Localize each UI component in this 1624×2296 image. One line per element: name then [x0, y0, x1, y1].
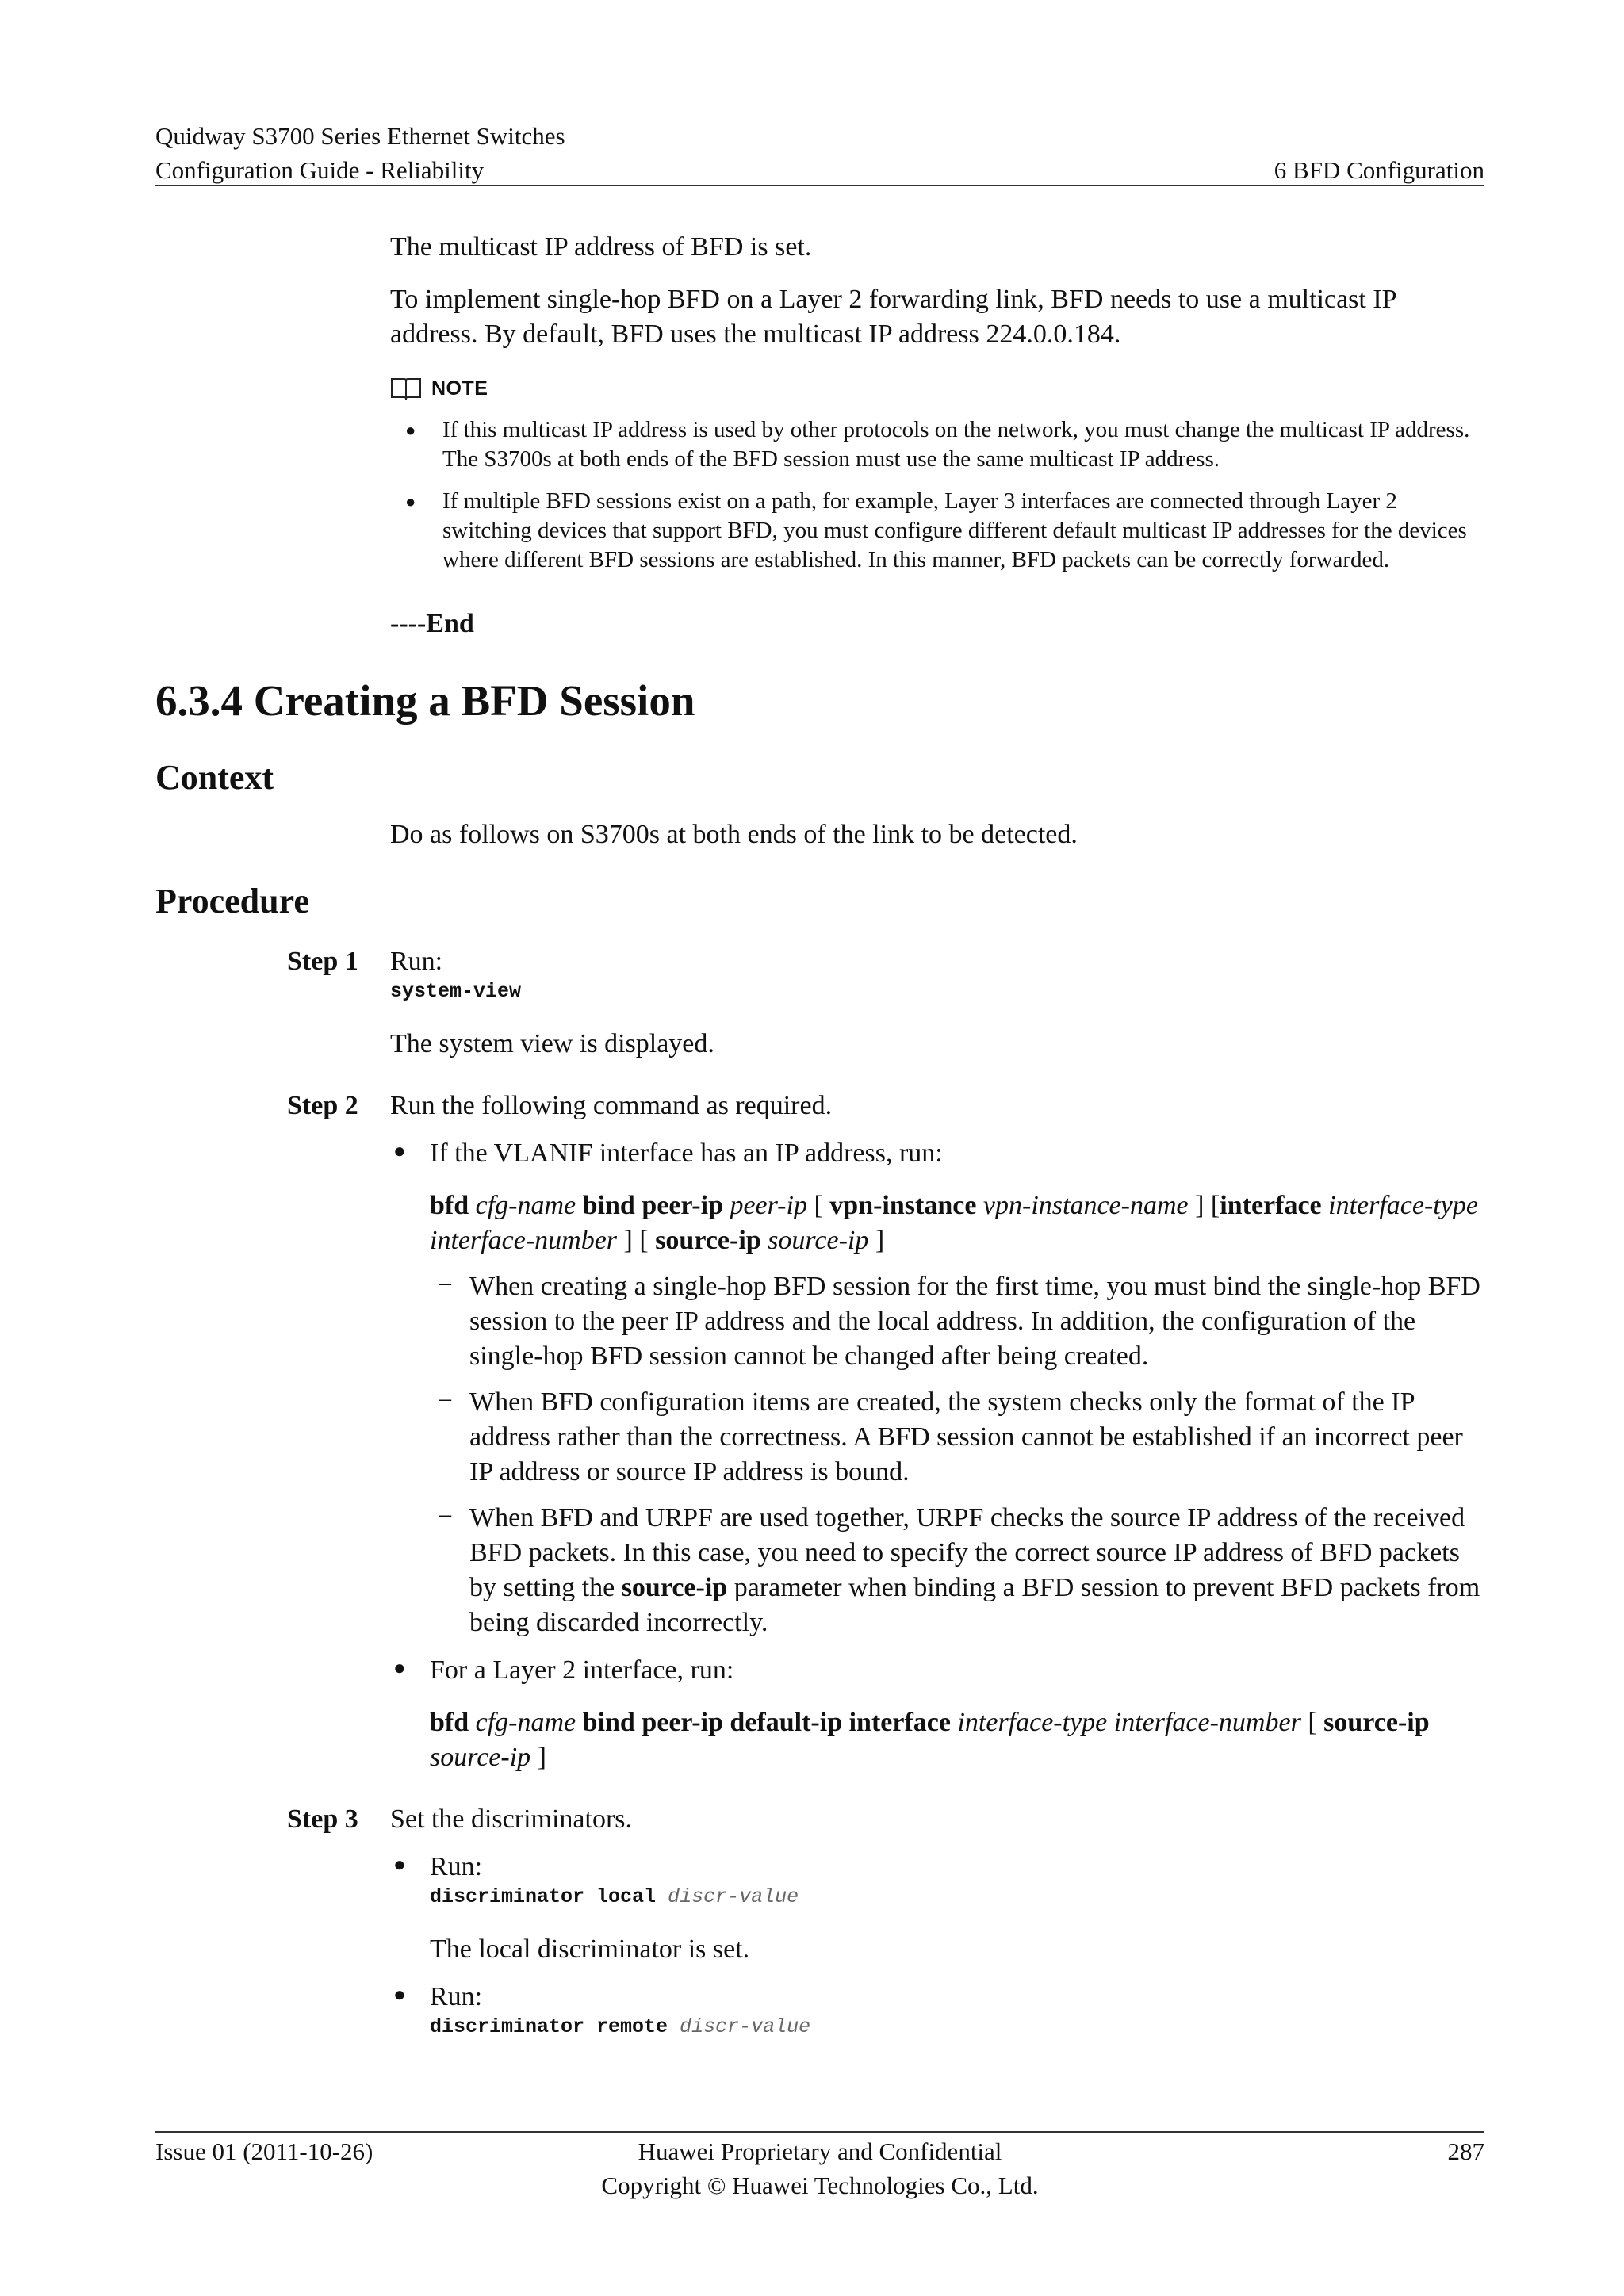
discriminator-local-command [430, 1885, 1484, 1910]
procedure-heading: Procedure [155, 882, 309, 920]
note-list [442, 415, 1484, 575]
step-3-bullet-2 [430, 1980, 1484, 2040]
step-3-bullet-1-run: ● Run: [430, 1852, 483, 1881]
cmd-arg: discr-value [668, 1885, 799, 1908]
end-marker: ----End [390, 609, 474, 638]
step-2-bullet-1-text: ● If the VLANIF interface has an IP address, run: [430, 1138, 943, 1168]
step-2 [155, 1089, 1484, 1775]
step-1-command: system-view [390, 980, 522, 1003]
cmd-bracket: [ [814, 1191, 823, 1220]
step-3-bullet-1-result: The local discriminator is set. [430, 1934, 750, 1964]
cmd-keyword: source-ip [655, 1226, 761, 1255]
footer-confidential: Huawei Proprietary and Confidential [638, 2137, 1002, 2165]
step-2-subitem-3 [469, 1501, 1484, 1640]
section-title: 6.3.4 Creating a BFD Session [155, 676, 695, 725]
header-product: Quidway S3700 Series Ethernet Switches [155, 122, 565, 150]
cmd-bracket: ] [ [1195, 1191, 1220, 1220]
note-header [390, 376, 1484, 401]
step-3-bullet-1 [430, 1850, 1484, 1967]
cmd-keyword: bfd [430, 1191, 469, 1220]
step-2-subitem-1-text: – When creating a single-hop BFD session for the first time, you must bind the single-hop BFD session to the peer IP address and the local address. In addition, the configuration of the single-hop BFD session cannot be changed after being created. [469, 1272, 1480, 1371]
step-2-bullet-2 [430, 1653, 1484, 1775]
header-chapter: 6 BFD Configuration [1274, 156, 1484, 184]
cmd-bracket: ] [ [623, 1226, 649, 1255]
subitem-3-keyword: source-ip [621, 1573, 728, 1602]
step-1-result: The system view is displayed. [390, 1029, 714, 1058]
cmd-arg: source-ip [768, 1226, 869, 1255]
cmd-keyword: source-ip [1323, 1708, 1430, 1737]
intro-paragraph-2: To implement single-hop BFD on a Layer 2 forwarding link, BFD needs to use a multicast IP address. By default, BFD uses the multicast IP address 224.0.0.184. [390, 285, 1396, 349]
subitem-3-part-c: parameter when binding a BFD session to prevent BFD packets from being discarded incorrectly. [469, 1573, 1480, 1637]
cmd-arg: cfg-name [475, 1708, 576, 1737]
step-1 [155, 944, 1484, 1062]
cmd-arg: interface-type interface-number [957, 1708, 1301, 1737]
cmd-bracket: [ [1308, 1708, 1317, 1737]
cmd-arg: vpn-instance-name [982, 1191, 1189, 1220]
page-body [155, 230, 1484, 2040]
step-2-subitem-1 [469, 1269, 1484, 1374]
step-3 [155, 1802, 1484, 2040]
step-3-tag: Step 3 [287, 1804, 358, 1834]
note-item-1: ● If this multicast IP address is used by other protocols on the network, you must change the multicast IP address. The S3700s at both ends of the BFD session must use the same multicast IP address. [442, 415, 1484, 474]
cmd-keyword: interface [1220, 1191, 1322, 1220]
step-2-subitem-3-text [469, 1501, 1484, 1640]
subitem-3-part-a: When BFD and URPF are used together, URPF checks the source IP address of the received BFD packets. In this case, you need to specify the correct source IP address of BFD packets by setting the [469, 1503, 1465, 1602]
context-text: Do as follows on S3700s at both ends of the link to be detected. [390, 820, 1078, 849]
footer-divider [155, 2131, 1484, 2133]
cmd-arg: peer-ip [730, 1191, 807, 1220]
layer2-command-syntax [430, 1705, 1484, 1775]
step-2-bullet-1 [430, 1136, 1484, 1640]
cmd-keyword: discriminator remote [430, 2015, 668, 2038]
intro-paragraph-1: The multicast IP address of BFD is set. [390, 232, 812, 262]
cmd-arg: interface-type interface-number [430, 1191, 1478, 1255]
page-header [155, 119, 1484, 187]
step-2-subitem-2 [469, 1385, 1484, 1490]
cmd-keyword: bind peer-ip default-ip interface [582, 1708, 951, 1737]
cmd-keyword: discriminator local [430, 1885, 657, 1908]
header-guide: Configuration Guide - Reliability [155, 156, 485, 184]
cmd-keyword: bfd [430, 1708, 469, 1737]
discriminator-remote-command [430, 2015, 1484, 2040]
context-heading: Context [155, 758, 274, 797]
vlanif-command-syntax [430, 1188, 1484, 1258]
step-1-run: Run: [390, 947, 443, 976]
note-item-2: ● If multiple BFD sessions exist on a path, for example, Layer 3 interfaces are connected through Layer 2 switching devices that support BFD, you must configure different default multicast IP addresses for the devices where different BFD sessions are established. In this manner, BFD packets can be correctly forwarded. [442, 487, 1484, 575]
cmd-arg: cfg-name [475, 1191, 576, 1220]
cmd-bracket: ] [875, 1226, 885, 1255]
step-2-bullet-2-text: ● For a Layer 2 interface, run: [430, 1655, 734, 1685]
cmd-arg: source-ip [430, 1743, 531, 1772]
header-divider [155, 185, 1484, 186]
step-2-tag: Step 2 [287, 1091, 358, 1120]
cmd-keyword: vpn-instance [829, 1191, 977, 1220]
step-2-subitem-2-text: – When BFD configuration items are created, the system checks only the format of the IP address rather than the correctness. A BFD session cannot be established if an incorrect peer IP address or source IP address is bound. [469, 1387, 1463, 1487]
cmd-keyword: bind peer-ip [582, 1191, 723, 1220]
footer-copyright: Copyright © Huawei Technologies Co., Ltd. [601, 2172, 1039, 2199]
footer-issue: Issue 01 (2011-10-26) [155, 2137, 373, 2165]
note-label: NOTE [431, 377, 488, 400]
step-2-intro: Run the following command as required. [390, 1091, 833, 1120]
cmd-arg: discr-value [680, 2015, 811, 2038]
step-3-intro: Set the discriminators. [390, 1804, 633, 1834]
step-1-tag: Step 1 [287, 947, 358, 976]
page-number: 287 [1447, 2137, 1484, 2165]
book-icon [390, 376, 422, 401]
cmd-bracket: ] [537, 1743, 546, 1772]
step-3-bullet-2-run: ● Run: [430, 1982, 483, 2011]
